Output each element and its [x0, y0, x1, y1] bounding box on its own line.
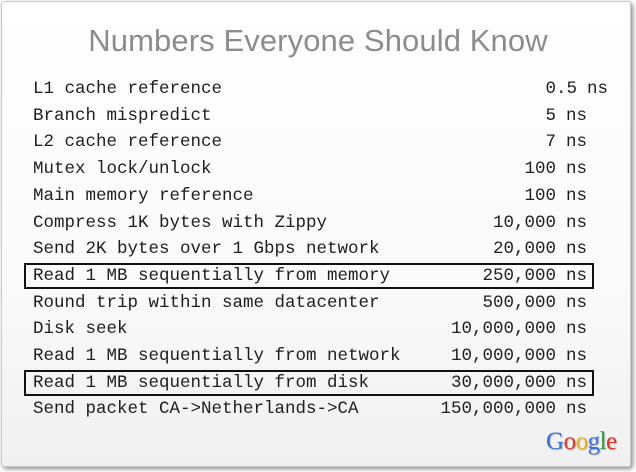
row-unit: ns	[566, 319, 588, 339]
table-row	[0, 156, 636, 182]
logo-letter: G	[546, 428, 564, 455]
row-unit: ns	[566, 373, 588, 393]
row-label: Main memory reference	[33, 186, 254, 206]
logo-letter: o	[563, 428, 576, 455]
row-unit: ns	[566, 293, 588, 313]
row-label: Round trip within same datacenter	[33, 293, 380, 313]
logo-letter: l	[599, 428, 607, 455]
row-value: 0.5	[545, 79, 577, 99]
row-label: Read 1 MB sequentially from memory	[33, 266, 391, 286]
row-label: Mutex lock/unlock	[33, 159, 212, 179]
row-unit: ns	[566, 186, 588, 206]
row-label: Read 1 MB sequentially from disk	[33, 373, 370, 393]
row-unit: ns	[566, 266, 588, 286]
row-value: 10,000	[492, 213, 556, 233]
row-unit: ns	[587, 79, 609, 99]
row-value: 7	[545, 132, 556, 152]
row-label: L2 cache reference	[33, 132, 223, 152]
row-value: 10,000,000	[450, 346, 556, 366]
row-label: Read 1 MB sequentially from network	[33, 346, 401, 366]
row-value: 100	[524, 186, 556, 206]
slide-title: Numbers Everyone Should Know	[88, 23, 548, 58]
row-value: 10,000,000	[450, 319, 556, 339]
row-label: Send 2K bytes over 1 Gbps network	[33, 239, 380, 259]
row-label: Send packet CA->Netherlands->CA	[33, 399, 359, 419]
table-row-highlighted	[0, 263, 636, 289]
row-value: 5	[545, 106, 556, 126]
row-unit: ns	[566, 106, 588, 126]
row-value: 100	[524, 159, 556, 179]
row-value: 500,000	[482, 293, 556, 313]
table-row	[0, 236, 636, 262]
table-row	[0, 210, 636, 236]
row-value: 150,000,000	[440, 399, 556, 419]
row-unit: ns	[566, 346, 588, 366]
row-value: 30,000,000	[450, 373, 556, 393]
table-row	[0, 103, 636, 129]
table-row	[0, 129, 636, 155]
table-row-highlighted	[0, 370, 636, 396]
table-row	[0, 316, 636, 342]
row-unit: ns	[566, 213, 588, 233]
logo-letter: g	[587, 428, 600, 455]
row-label: Compress 1K bytes with Zippy	[33, 213, 328, 233]
google-logo	[546, 428, 617, 456]
table-row	[0, 290, 636, 316]
row-unit: ns	[566, 159, 588, 179]
row-label: L1 cache reference	[33, 79, 223, 99]
logo-letter: e	[606, 428, 617, 455]
table-row	[0, 76, 636, 102]
logo-letter: o	[575, 428, 588, 455]
row-value: 250,000	[482, 266, 556, 286]
row-value: 20,000	[492, 239, 556, 259]
table-row	[0, 183, 636, 209]
row-unit: ns	[566, 239, 588, 259]
row-unit: ns	[566, 132, 588, 152]
row-label: Disk seek	[33, 319, 128, 339]
row-label: Branch mispredict	[33, 106, 212, 126]
row-unit: ns	[566, 399, 588, 419]
table-row	[0, 343, 636, 369]
table-row	[0, 396, 636, 422]
